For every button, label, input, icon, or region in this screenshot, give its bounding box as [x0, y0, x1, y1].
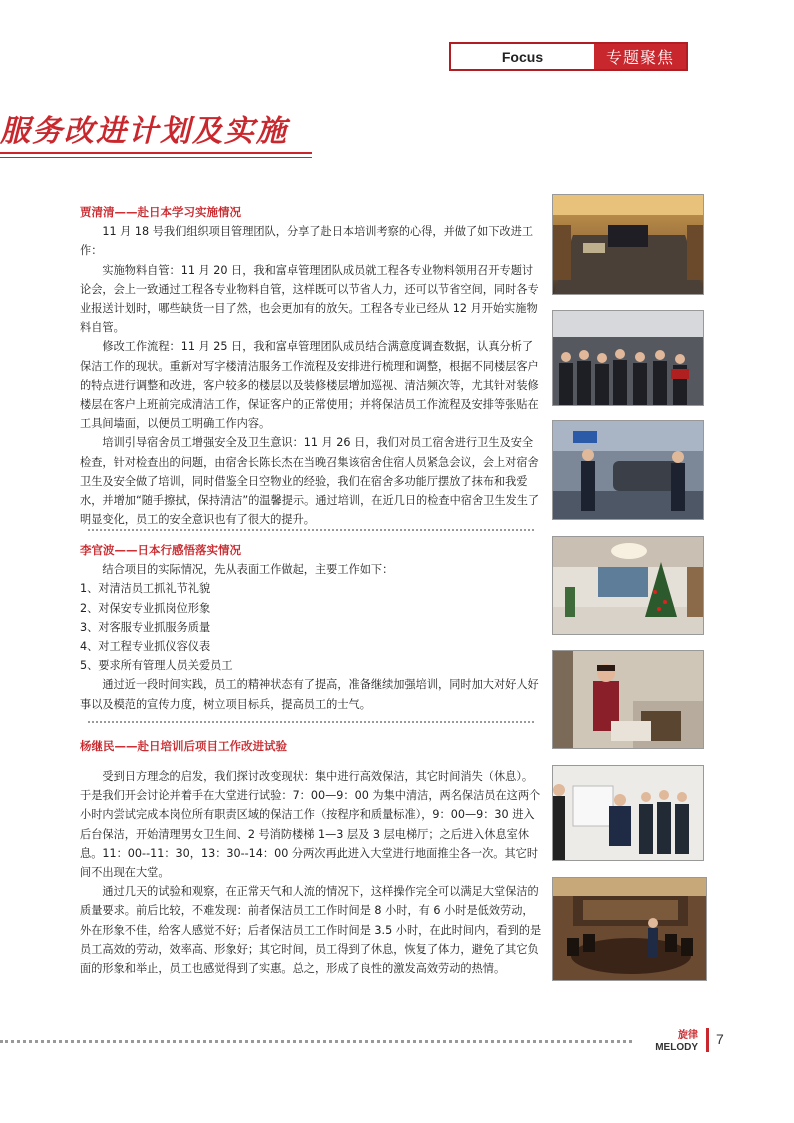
page-number: 7 — [716, 1031, 724, 1047]
section-1-heading: 贾清清——赴日本学习实施情况 — [80, 205, 241, 219]
section-divider — [88, 721, 534, 723]
section-divider — [88, 529, 534, 531]
page-title: 服务改进计划及实施 — [0, 114, 288, 149]
photo-conference-room — [552, 877, 707, 981]
title-rule — [0, 152, 312, 154]
logo-en: MELODY — [655, 1042, 698, 1053]
section-1-paragraph: 11 月 18 号我们组织项目管理团队，分享了赴日本培训考察的心得，并做了如下改进工作： — [80, 225, 534, 258]
photo-staff-desk — [552, 650, 704, 749]
title-rule-thin — [0, 157, 312, 158]
footer-accent-bar — [706, 1028, 709, 1052]
photo-parking-staff — [552, 420, 704, 520]
section-1-paragraph: 修改工作流程：11 月 25 日，我和富卓管理团队成员结合满意度调查数据，认真分析了保洁工作的现状。重新对写字楼清洁服务工作流程及安排进行梳理和调整，根据不同楼层客户的特点进行调整和改进，客户较多的楼层以及装修楼层增加巡视、清洁频次等，尤其针对装修楼层在客户上班前完成清洁工作，保证客户的正常使用；并将保洁员工作流程及安排等张贴在工具间墙面，以便员工明确工作内容。 — [80, 340, 539, 431]
section-1 — [80, 203, 543, 529]
section-1-paragraph: 实施物料自管：11 月 20 日，我和富卓管理团队成员就工程各专业物料领用召开专题讨论会，会上一致通过工程各专业物料自管，这样既可以节省人力，还可以节省空间，同时各专业报送计划时，哪些缺货一目了然，也会更加有的放矢。工程各专业已经从 12 月开始实施物料自管。 — [80, 263, 539, 335]
section-3-heading: 杨继民——赴日培训后项目工作改进试验 — [80, 739, 287, 753]
section-3-paragraph: 受到日方理念的启发，我们探讨改变现状：集中进行高效保洁，其它时间消失（休息）。于是我们开会讨论并着手在大堂进行试验：7：00—9：00 为集中清洁，两名保洁员在这两个小时内尝试完成本岗位所有职责区域的保洁工作（按程序和质量标准），9：00—9：30 进入后台保洁，开始清理男女卫生间、2 号消防楼梯 1—3 层及 3 层电梯厅；之后进入休息室休息。11：00--11：30，13：30--14：00 分两次再此进入大堂进行地面推尘各一次。其它时间不出现在大堂。 — [80, 770, 541, 880]
footer-divider — [0, 1040, 632, 1043]
photo-corridor — [552, 194, 704, 295]
list-item: 2、对保安专业抓岗位形象 — [80, 601, 211, 615]
list-item: 3、对客服专业抓服务质量 — [80, 620, 211, 634]
list-item: 1、对清洁员工抓礼节礼貌 — [80, 582, 211, 596]
photo-training-session — [552, 765, 704, 861]
section-header-badge — [449, 42, 688, 71]
photo-team-group — [552, 310, 704, 406]
logo-zh: 旋律 — [678, 1030, 698, 1041]
section-2-heading: 李官波——日本行感悟落实情况 — [80, 543, 241, 557]
section-3 — [80, 767, 543, 978]
section-1-paragraph: 培训引导宿舍员工增强安全及卫生意识：11 月 26 日，我们对员工宿舍进行卫生及安全检查，针对检查出的问题，由宿舍长陈长杰在当晚召集该宿舍住宿人员紧急会议，会上对宿舍卫生及安全做了培训，同时借鉴全日空物业的经验，我们在宿舍多功能厅摆放了抹布和我爱水，并增加“随手擦拭，保持清洁”的温馨提示。通过培训，在近几日的检查中宿舍卫生发生了明显变化，员工的安全意识也有了很大的提升。 — [80, 436, 540, 527]
section-3-paragraph: 通过几天的试验和观察，在正常天气和人流的情况下，这样操作完全可以满足大堂保洁的质量要求。前后比较，不难发现：前者保洁员工工作时间是 8 小时，有 6 小时是低效劳动，外在形象不佳，给客人感觉不好；后者保洁员工工作时间是 3.5 小时，在此时间内，看到的是员工高效的劳动，效率高、形象好；其它时间，员工得到了休息，恢复了体力，避免了其它负面的形象和举止，员工也感觉得到了实惠。总之，形成了良性的激发高效劳动的热情。 — [80, 885, 542, 976]
list-item: 4、对工程专业抓仪容仪表 — [80, 640, 211, 654]
photo-lobby-christmas-tree — [552, 536, 704, 635]
focus-label: Focus — [501, 48, 544, 65]
focus-label-zh: 专题聚焦 — [594, 44, 686, 69]
section-2-conclusion: 通过近一段时间实践，员工的精神状态有了提高，准备继续加强培训，同时加大对好人好事以及模范的宣传力度，树立项目标兵，提高员工的士气。 — [80, 678, 539, 711]
section-2-intro: 结合项目的实际情况，先从表面工作做起，主要工作如下： — [102, 563, 394, 577]
section-3-heading-block — [80, 737, 543, 756]
list-item: 5、要求所有管理人员关爱员工 — [80, 659, 233, 673]
magazine-logo — [648, 1030, 698, 1054]
section-2 — [80, 541, 543, 714]
